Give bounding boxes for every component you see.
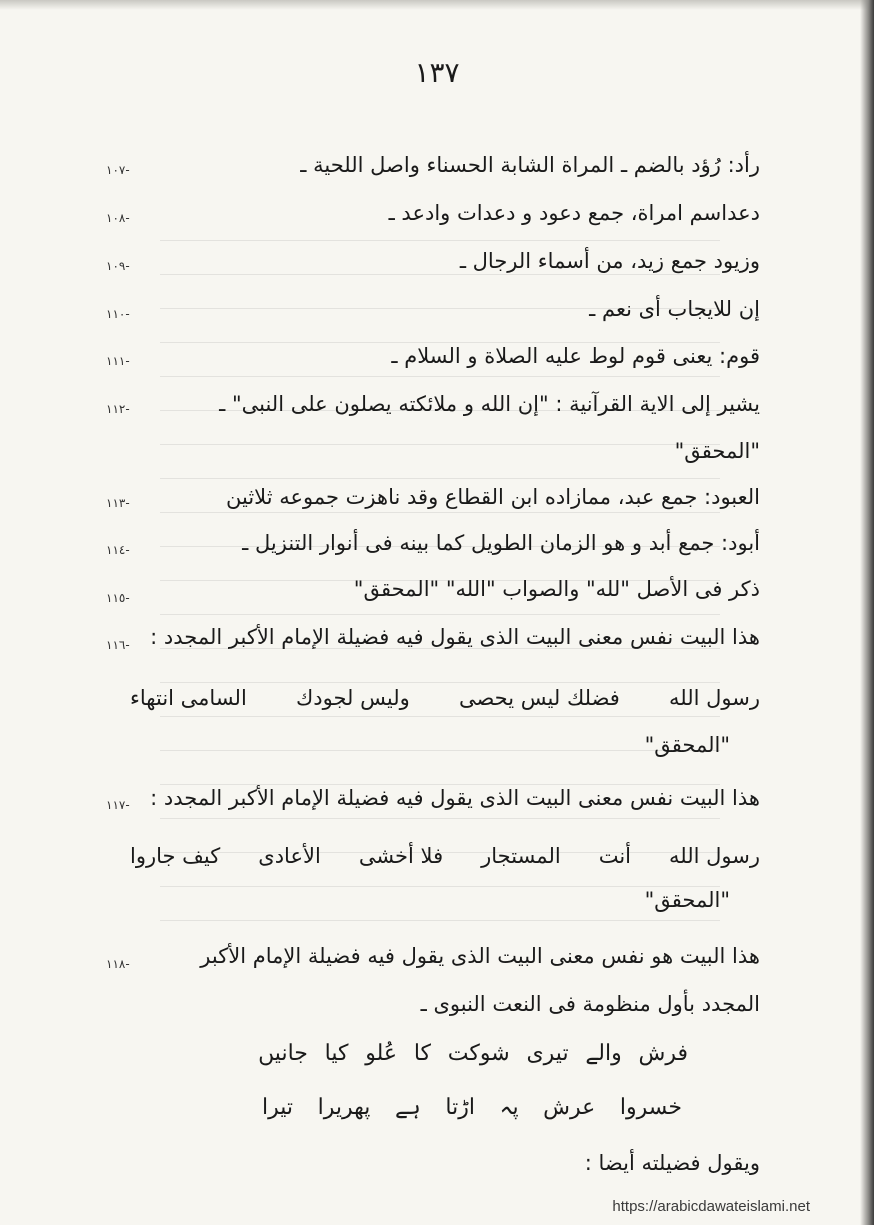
urdu-1-word-5: کا <box>413 1041 432 1066</box>
note-number-118: -١١٨ <box>106 957 130 971</box>
urdu-2-word-1: خسروا <box>619 1095 682 1120</box>
verse-116-part-2: فضلك ليس يحصى <box>458 686 620 710</box>
note-110-text: إن للايجاب أى نعم ـ <box>589 297 760 321</box>
verse-116-part-1: رسول الله <box>669 686 760 710</box>
urdu-2-word-6: پھریرا <box>317 1095 371 1120</box>
note-number-108: -١٠٨ <box>106 211 130 225</box>
note-107-text: رأد: رُؤد بالضم ـ المراة الشابة الحسناء واصل اللحية ـ <box>300 153 760 177</box>
urdu-1-word-8: جانیں <box>258 1041 308 1066</box>
note-112-text: يشير إلى الاية القرآنية : "إن الله و ملائكته يصلون على النبى" ـ <box>219 392 760 416</box>
urdu-2-word-5: ہے <box>395 1095 421 1120</box>
verse-116-part-4: السامى انتهاء <box>130 686 247 710</box>
note-number-114: -١١٤ <box>106 543 130 557</box>
verse-116-muhaqqiq: "المحقق" <box>644 733 730 757</box>
note-number-116: -١١٦ <box>106 638 130 652</box>
note-number-115: -١١٥ <box>106 591 130 605</box>
urdu-verse-line-2 <box>262 1093 682 1123</box>
note-111-text: قوم: يعنى قوم لوط عليه الصلاة و السلام ـ <box>391 344 760 368</box>
page-number: ١٣٧ <box>414 56 460 89</box>
note-117-text: هذا البيت نفس معنى البيت الذى يقول فيه فضيلة الإمام الأكبر المجدد : <box>150 786 760 810</box>
verse-117-part-3: المستجار <box>481 844 561 868</box>
note-109-text: وزيود جمع زيد، من أسماء الرجال ـ <box>459 249 760 273</box>
urdu-1-word-6: عُلو <box>365 1041 398 1066</box>
note-118-text-2: المجدد بأول منظومة فى النعت النبوى ـ <box>420 992 760 1016</box>
urdu-2-word-4: اڑتا <box>445 1095 475 1120</box>
urdu-1-word-4: شوکت <box>447 1041 510 1066</box>
note-116-text: هذا البيت نفس معنى البيت الذى يقول فيه فضيلة الإمام الأكبر المجدد : <box>150 625 760 649</box>
note-114-text: أبود: جمع أبد و هو الزمان الطويل كما بينه فى أنوار التنزيل ـ <box>242 531 760 555</box>
verse-117-part-1: رسول الله <box>669 844 760 868</box>
closing-line: ويقول فضيلته أيضا : <box>584 1151 760 1175</box>
note-112-muhaqqiq: "المحقق" <box>674 439 760 463</box>
verse-117-part-2: أنت <box>598 844 632 868</box>
urdu-2-word-2: عرش <box>543 1095 596 1120</box>
note-115-text: ذكر فى الأصل "لله" والصواب "الله" "المحقق" <box>353 577 760 601</box>
verse-116 <box>130 683 760 713</box>
urdu-2-word-3: پہ <box>499 1095 519 1120</box>
note-number-112: -١١٢ <box>106 402 130 416</box>
note-number-107: -١٠٧ <box>106 163 130 177</box>
verse-117-part-4: فلا أخشى <box>358 844 444 868</box>
urdu-1-word-1: فرش <box>638 1041 688 1066</box>
note-number-110: -١١٠ <box>106 307 130 321</box>
verse-117 <box>130 841 760 871</box>
note-113-text: العبود: جمع عبد، ممازاده ابن القطاع وقد ناهزت جموعه ثلاثين <box>226 485 760 509</box>
verse-116-part-3: وليس لجودك <box>295 686 410 710</box>
note-108-text: دعداسم امراة، جمع دعود و دعدات وادعد ـ <box>388 201 760 225</box>
scan-edge-top <box>0 0 874 10</box>
watermark-url: https://arabicdawateislami.net <box>612 1198 810 1215</box>
note-number-109: -١٠٩ <box>106 259 130 273</box>
scan-edge-right <box>860 0 874 1225</box>
urdu-1-word-3: تیری <box>526 1041 569 1066</box>
verse-117-muhaqqiq: "المحقق" <box>644 888 730 912</box>
note-number-113: -١١٣ <box>106 496 130 510</box>
urdu-2-word-7: تیرا <box>262 1095 294 1120</box>
urdu-1-word-7: کیا <box>324 1041 349 1066</box>
note-118-text: هذا البيت هو نفس معنى البيت الذى يقول فيه فضيلة الإمام الأكبر <box>200 944 760 968</box>
verse-117-part-5: الأعادى <box>258 844 321 868</box>
verse-117-part-6: كيف جاروا <box>130 844 221 868</box>
urdu-1-word-2: والے <box>585 1041 622 1066</box>
note-number-111: -١١١ <box>106 354 130 368</box>
urdu-verse-line-1 <box>258 1039 688 1069</box>
note-number-117: -١١٧ <box>106 798 130 812</box>
